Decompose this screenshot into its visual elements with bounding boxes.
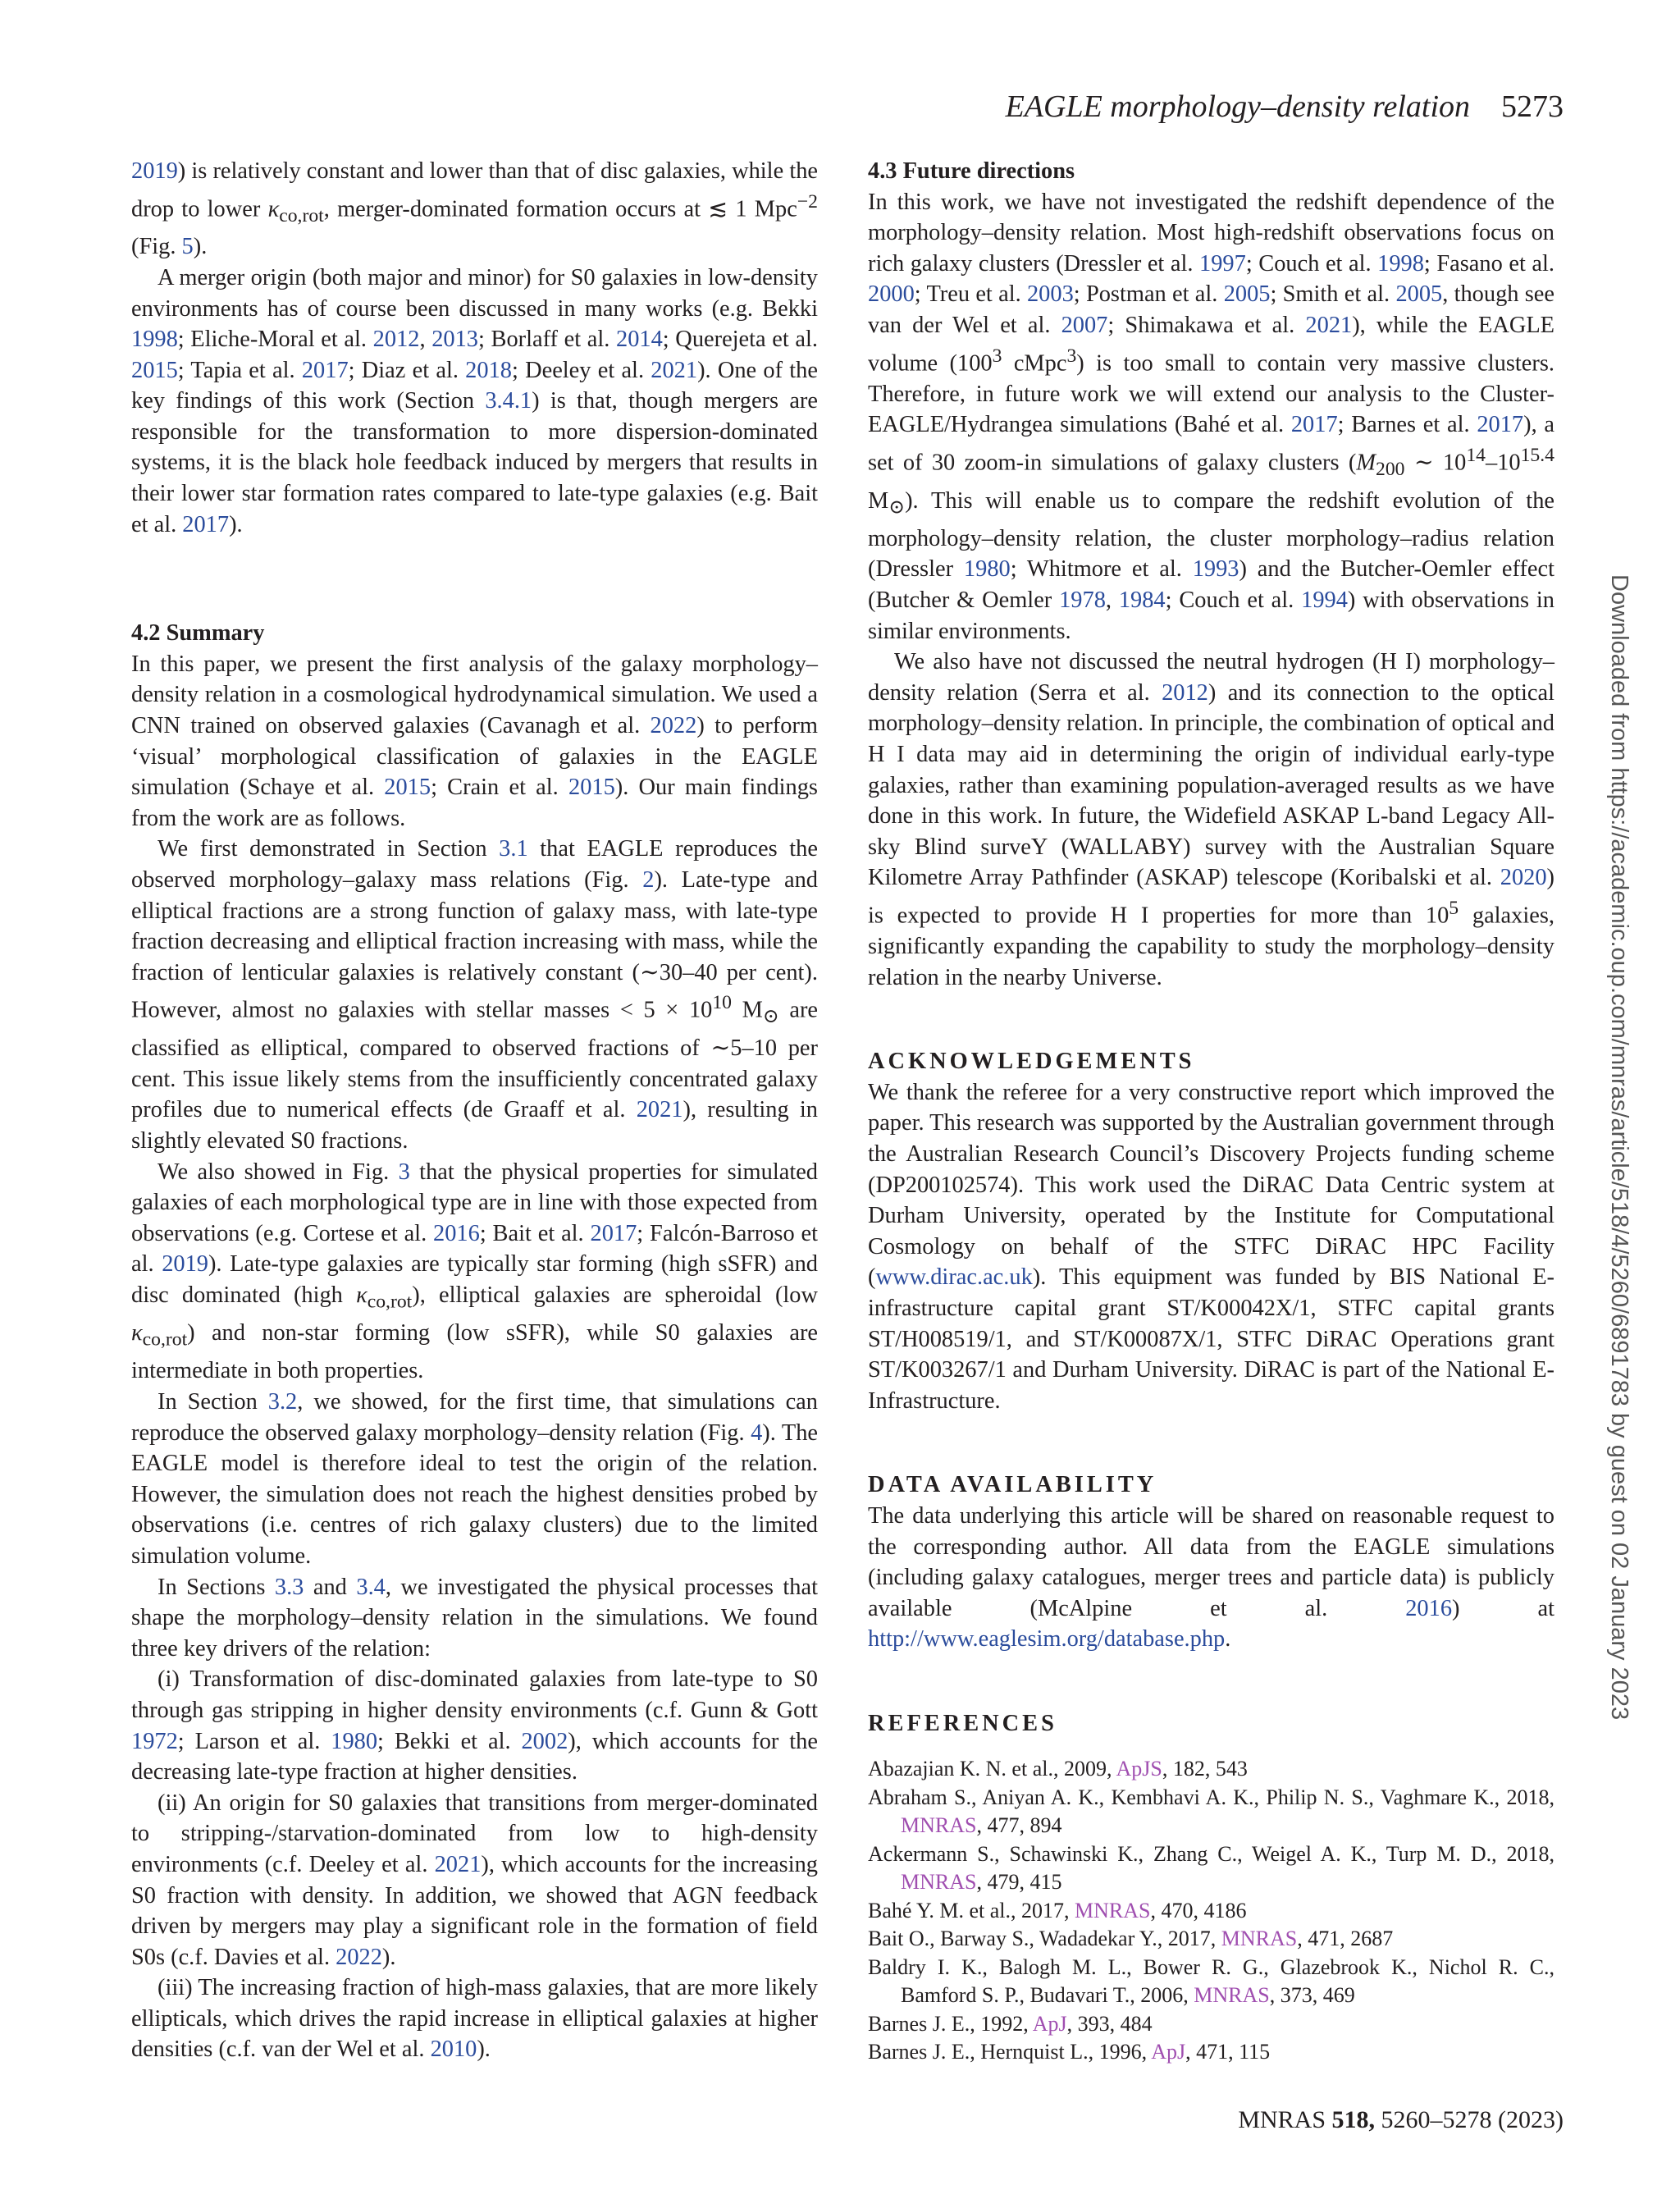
journal-link[interactable]: ApJS <box>1116 1757 1162 1781</box>
citation-link[interactable]: 2015 <box>131 357 178 383</box>
section-link[interactable]: 3.4 <box>356 1574 386 1600</box>
citation-link[interactable]: 2015 <box>568 775 615 801</box>
figure-link[interactable]: 2 <box>642 867 655 894</box>
citation-link[interactable]: 1980 <box>963 556 1011 583</box>
paragraph-acknowledgements: We thank the referee for a very constructive report which improved the paper. This research was supported by the Australian government through the Australian Research Council’s Discovery Projects funding scheme (DP200102574). This work used the DiRAC Data Centric system at Durham University, operated by the Institute for Computational Cosmology on behalf of the STFC DiRAC HPC Facility (www.dirac.ac.uk). This equipment was funded by BIS National E-infrastructure capital grant ST/K00042X/1, STFC capital grants ST/H008519/1, and ST/K00087X/1, STFC DiRAC Operations grant ST/K003267/1 and Durham University. DiRAC is part of the National E-Infrastructure. <box>868 1079 1554 1414</box>
citation-link[interactable]: 1997 <box>1199 250 1246 277</box>
running-title: EAGLE morphology–density relation <box>1005 89 1470 124</box>
section-heading-data-availability: DATA AVAILABILITY <box>868 1472 1157 1498</box>
citation-link[interactable]: 2003 <box>1026 281 1074 308</box>
citation-link[interactable]: 2005 <box>1223 281 1271 308</box>
citation-link[interactable]: 1978 <box>1059 587 1106 613</box>
citation-link[interactable]: 2012 <box>1162 679 1208 706</box>
list-item-i: (i) Transformation of disc-dominated galaxies from late-type to S0 through gas stripping in higher density environments (c.f. Gunn & Gott 1972; Larson et al. 1980; Bekki et al. 2002), which accounts for the decreasing late-type fraction at higher densities. <box>131 1666 818 1785</box>
citation-link[interactable]: 1972 <box>131 1728 178 1754</box>
citation-link[interactable]: 2017 <box>1477 412 1524 438</box>
journal-link[interactable]: ApJ <box>1151 2040 1186 2064</box>
running-head <box>1006 89 1564 125</box>
reference-item: Abazajian K. N. et al., 2009, ApJS, 182, 543 <box>868 1757 1248 1781</box>
citation-link[interactable]: 1998 <box>1377 250 1424 277</box>
reference-list <box>868 1755 1554 2067</box>
citation-link[interactable]: 2017 <box>1290 412 1338 438</box>
citation-link[interactable]: 2000 <box>868 281 915 308</box>
citation-link[interactable]: 1994 <box>1301 587 1348 613</box>
reference-item: Baldry I. K., Balogh M. L., Bower R. G., Glazebrook K., Nichol R. C., Bamford S. P., Budavari T., 2006, MNRAS, 373, 469 <box>868 1954 1554 2008</box>
citation-link[interactable]: 2010 <box>430 2037 477 2063</box>
citation-link[interactable]: 1980 <box>331 1728 378 1754</box>
paragraph-merger-origin: A merger origin (both major and minor) for S0 galaxies in low-density environments has of course been discussed in many works (e.g. Bekki 1998; Eliche-Moral et al. 2012, 2013; Borlaff et al. 2014; Querejeta et al. 2015; Tapia et al. 2017; Diaz et al. 2018; Deeley et al. 2021). One of the key findings of this work (Section 3.4.1) is that, though mergers are responsible for the transformation to more dispersion-dominated systems, it is the black hole feedback induced by mergers that results in their lower star formation rates compared to late-type galaxies (e.g. Bait et al. 2017). <box>131 264 819 537</box>
citation-link[interactable]: 2020 <box>1500 865 1547 891</box>
dirac-link[interactable]: www.dirac.ac.uk <box>875 1264 1033 1291</box>
section-heading-acknowledgements: ACKNOWLEDGEMENTS <box>868 1049 1195 1075</box>
eagle-database-link[interactable]: http://www.eaglesim.org/database.php <box>868 1626 1226 1653</box>
citation-link[interactable]: 2002 <box>521 1728 568 1754</box>
reference-item: Barnes J. E., Hernquist L., 1996, ApJ, 471, 115 <box>868 2040 1271 2064</box>
section-heading-future: 4.3 Future directions <box>868 158 1075 184</box>
right-column <box>868 156 1554 2067</box>
journal-link[interactable]: MNRAS <box>1194 1983 1270 2008</box>
journal-link[interactable]: MNRAS <box>1075 1898 1151 1922</box>
paragraph-future-redshift: In this work, we have not investigated the redshift dependence of the morphology–density relation. Most high-redshift observations focus on rich galaxy clusters (Dressler et al. 1997; Couch et al. 1998; Fasano et al. 2000; Treu et al. 2003; Postman et al. 2005; Smith et al. 2005, though see van der Wel et al. 2007; Shimakawa et al. 2021), while the EAGLE volume ($100^3$ cMpc$^3$) is too small to contain very massive clusters. Therefore, in future work we will extend our analysis to the Cluster-EAGLE/Hydrangea simulations (Bahé et al. 2017; Barnes et al. 2017), a set of 30 zoom-in simulations of galaxy clusters ($M_{200}$ ∼ $10^{14}-10^{15.4}$ $M_⊙$). This will enable us to compare the redshift evolution of the morphology–density relation, the cluster morphology–radius relation (Dressler 1980; Whitmore et al. 1993) and the Butcher-Oemler effect (Butcher & Oemler 1978, 1984; Couch et al. 1994) with observations in similar environments. <box>868 189 1555 644</box>
citation-link[interactable]: 2018 <box>465 357 512 383</box>
reference-item: Abraham S., Aniyan A. K., Kembhavi A. K., Philip N. S., Vaghmare K., 2018, MNRAS, 477, 894 <box>868 1785 1554 1838</box>
citation-link[interactable]: 2012 <box>372 327 420 353</box>
citation-link[interactable]: 2021 <box>1305 312 1353 338</box>
left-column <box>131 156 818 2065</box>
reference-item: Bahé Y. M. et al., 2017, MNRAS, 470, 4186 <box>868 1898 1247 1922</box>
section-link[interactable]: 3.2 <box>267 1389 298 1415</box>
paragraph-future-hi: We also have not discussed the neutral hydrogen (H I) morphology–density relation (Serra et al. 2012) and its connection to the optical morphology–density relation. In principle, the combination of optical and H I data may aid in determining the origin of individual early-type galaxies, rather than examining population-averaged results as we have done in this work. In future, the Widefield ASKAP L-band Legacy All-sky Blind surveY (WALLABY) survey with the Australian Square Kilometre Array Pathfinder (ASKAP) telescope (Koribalski et al. 2020) is expected to provide H I properties for more than $10^5$ galaxies, significantly expanding the capability to study the morphology–density relation in the nearby Universe. <box>868 649 1555 990</box>
citation-link[interactable]: 2014 <box>616 327 663 353</box>
list-item-ii: (ii) An origin for S0 galaxies that transitions from merger-dominated to stripping-/starvation-dominated from low to high-density environments (c.f. Deeley et al. 2021), which accounts for the increasing S0 fraction with density. In addition, we showed that AGN feedback driven by mergers may play a significant role in the formation of field S0s (c.f. Davies et al. 2022). <box>131 1790 818 1970</box>
paragraph-summary-drivers: In Sections 3.3 and 3.4, we investigated the physical processes that shape the morphology–density relation in the simulations. We found three key drivers of the relation: <box>131 1574 818 1662</box>
journal-link[interactable]: MNRAS <box>901 1813 977 1838</box>
citation-link[interactable]: 2017 <box>301 357 349 383</box>
citation-link[interactable]: 1998 <box>131 327 178 353</box>
citation-link[interactable]: 2016 <box>433 1220 480 1246</box>
citation-link[interactable]: 2016 <box>1405 1595 1453 1621</box>
figure-link[interactable]: 5 <box>181 234 194 260</box>
journal-link[interactable]: ApJ <box>1032 2011 1067 2036</box>
section-heading-references: REFERENCES <box>868 1710 1057 1736</box>
paragraph-continued: 2019) is relatively constant and lower than that of disc galaxies, while the drop to lower $\kappa_{co,rot}$, merger-dominated formation occurs at ≲ 1 Mpc$^{-2}$ (Fig. 5). <box>131 158 819 260</box>
section-link[interactable]: 3.1 <box>499 836 528 862</box>
citation-link[interactable]: 2013 <box>431 327 478 353</box>
citation-link[interactable]: 2017 <box>182 511 230 537</box>
citation-link[interactable]: 2022 <box>336 1944 382 1970</box>
citation-link[interactable]: 2021 <box>636 1097 683 1123</box>
journal-link[interactable]: MNRAS <box>1221 1927 1298 1951</box>
citation-link[interactable]: 2015 <box>384 775 431 801</box>
citation-link[interactable]: 2005 <box>1395 281 1443 308</box>
journal-link[interactable]: MNRAS <box>901 1870 977 1895</box>
reference-item: Bait O., Barway S., Wadadekar Y., 2017, MNRAS, 471, 2687 <box>868 1927 1394 1951</box>
citation-link[interactable]: 2007 <box>1061 312 1108 338</box>
citation-link[interactable]: 1984 <box>1118 587 1166 613</box>
paragraph-summary-properties: We also showed in Fig. 3 that the physical properties for simulated galaxies of each morphological type are in line with those expected from observations (e.g. Cortese et al. 2016; Bait et al. 2017; Falcón-Barroso et al. 2019). Late-type galaxies are typically star forming (high sSFR) and disc dominated (high $\kappa_{co,rot}$), elliptical galaxies are spheroidal (low $\kappa_{co,rot}$) and non-star forming (low sSFR), while S0 galaxies are intermediate in both properties. <box>131 1159 819 1384</box>
download-watermark: Downloaded from https://academic.oup.com/mnras/article/518/4/5260/6891783 by guest on 02 January 2023 <box>1606 574 1632 1721</box>
section-link[interactable]: 3.4.1 <box>485 388 532 414</box>
citation-link[interactable]: 2021 <box>434 1851 482 1877</box>
paragraph-summary-intro: In this paper, we present the first analysis of the galaxy morphology–density relation in a cosmological hydrodynamical simulation. We used a CNN trained on observed galaxies (Cavanagh et al. 2022) to perform ‘visual’ morphological classification of galaxies in the EAGLE simulation (Schaye et al. 2015; Crain et al. 2015). Our main findings from the work are as follows. <box>131 651 818 831</box>
section-heading-summary: 4.2 Summary <box>131 620 265 647</box>
page-footer: MNRAS 518, 5260–5278 (2023) <box>1238 2106 1564 2133</box>
page-number: 5273 <box>1501 89 1564 124</box>
figure-link[interactable]: 3 <box>398 1159 410 1185</box>
figure-link[interactable]: 4 <box>751 1419 763 1446</box>
citation-link[interactable]: 2019 <box>162 1251 208 1278</box>
citation-link[interactable]: 2017 <box>590 1220 637 1246</box>
reference-item: Ackermann S., Schawinski K., Zhang C., Weigel A. K., Turp M. D., 2018, MNRAS, 479, 415 <box>868 1841 1554 1895</box>
paragraph-summary-density: In Section 3.2, we showed, for the first time, that simulations can reproduce the observed galaxy morphology–density relation (Fig. 4). The EAGLE model is therefore ideal to test the origin of the relation. However, the simulation does not reach the highest densities probed by observations (i.e. centres of rich galaxy clusters) due to the limited simulation volume. <box>131 1389 818 1569</box>
paragraph-summary-mass: We first demonstrated in Section 3.1 that EAGLE reproduces the observed morphology–galaxy mass relations (Fig. 2). Late-type and elliptical fractions are a strong function of galaxy mass, with late-type fraction decreasing and elliptical fraction increasing with mass, while the fraction of lenticular galaxies is relatively constant (∼30–40 per cent). However, almost no galaxies with stellar masses < $5 \times 10^{10}$ $M_⊙$ are classified as elliptical, compared to observed fractions of ∼5–10 per cent. This issue likely stems from the insufficiently concentrated galaxy profiles due to numerical effects (de Graaff et al. 2021), resulting in slightly elevated S0 fractions. <box>131 836 819 1154</box>
reference-item: Barnes J. E., 1992, ApJ, 393, 484 <box>868 2011 1153 2036</box>
citation-link[interactable]: 1993 <box>1192 556 1239 583</box>
citation-link[interactable]: 2021 <box>651 357 698 383</box>
citation-link[interactable]: 2019 <box>131 158 178 184</box>
paragraph-data-availability: The data underlying this article will be shared on reasonable request to the corresponding author. All data from the EAGLE simulations (including galaxy catalogues, merger trees and particle data) is publicly available (McAlpine et al. 2016) at http://www.eaglesim.org/database.php. <box>868 1502 1554 1653</box>
citation-link[interactable]: 2022 <box>650 713 697 739</box>
list-item-iii: (iii) The increasing fraction of high-mass galaxies, that are more likely ellipticals, which drives the rapid increase in elliptical galaxies at higher densities (c.f. van der Wel et al. 2010). <box>131 1975 818 2063</box>
section-link[interactable]: 3.3 <box>274 1574 304 1600</box>
